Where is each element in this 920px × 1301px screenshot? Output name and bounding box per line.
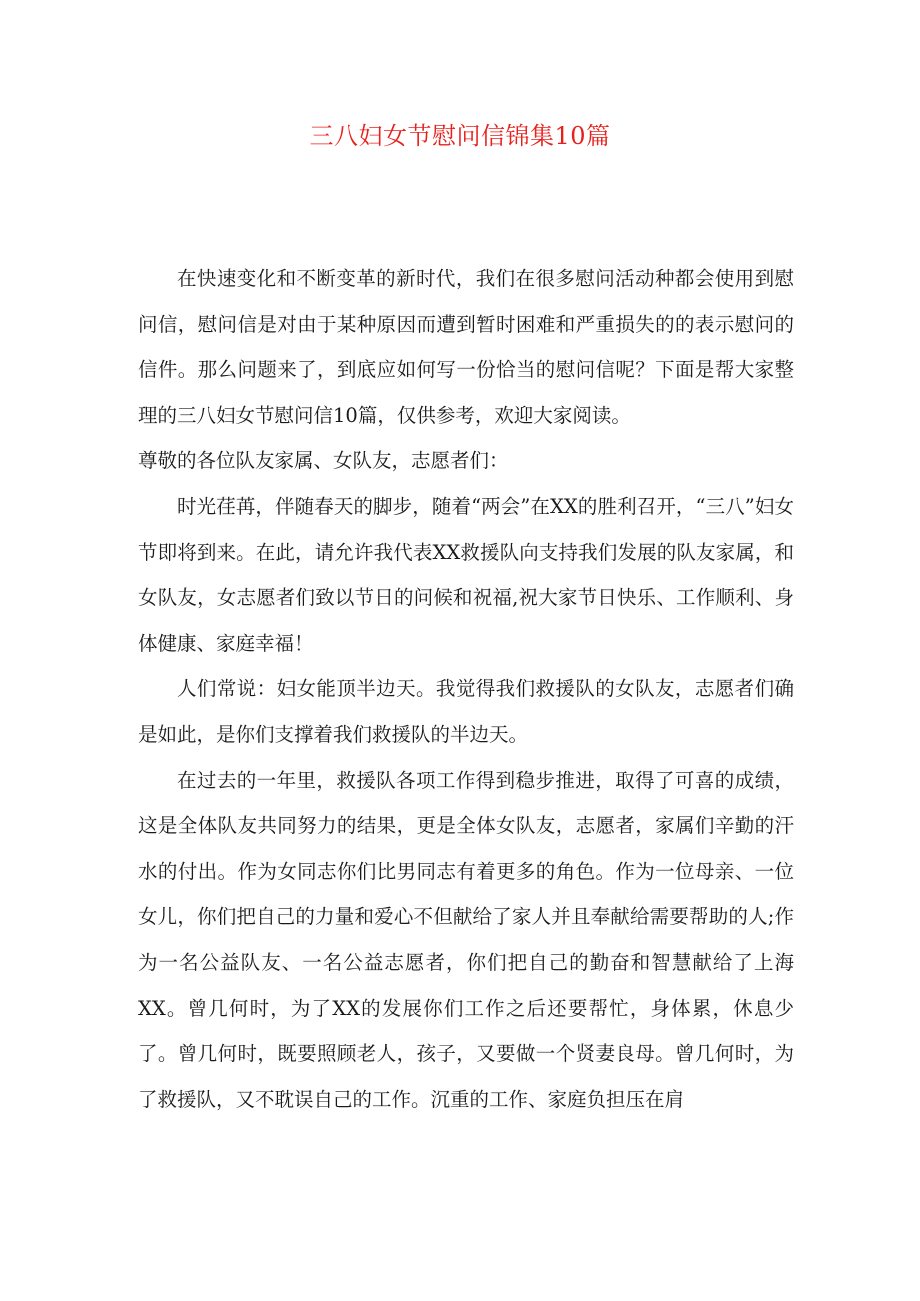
paragraph-half-sky: 人们常说：妇女能顶半边天。我觉得我们救援队的女队友，志愿者们确是如此，是你们支撑着我们救援队的半边天。 — [138, 677, 794, 746]
paragraph-greeting: 时光荏苒，伴随春天的脚步，随着“两会”在XX的胜利召开，“三八”妇女节即将到来。在此，请允许我代表XX救援队向支持我们发展的队友家属，和女队友，女志愿者们致以节日的问候和祝福,祝大家节日快乐、工作顺利、身体健康、家庭幸福！ — [138, 494, 794, 655]
paragraph-intro: 在快速变化和不断变革的新时代，我们在很多慰问活动种都会使用到慰问信，慰问信是对由于某种原因而遭到暂时困难和严重损失的的表示慰问的信件。那么问题来了，到底应如何写一份恰当的慰问信呢？下面是帮大家整理的三八妇女节慰问信10篇，仅供参考，欢迎大家阅读。 — [138, 267, 794, 427]
paragraph-salutation: 尊敬的各位队友家属、女队友，志愿者们： — [138, 449, 509, 473]
document-title: 三八妇女节慰问信锦集10篇 — [309, 122, 611, 150]
paragraph-past-year: 在过去的一年里，救援队各项工作得到稳步推进，取得了可喜的成绩，这是全体队友共同努力的结果，更是全体女队友，志愿者，家属们辛勤的汗水的付出。作为女同志你们比男同志有着更多的角色。作为一位母亲、一位女儿，你们把自己的力量和爱心不但献给了家人并且奉献给需要帮助的人;作为一名公益队友、一名公益志愿者，你们把自己的勤奋和智慧献给了上海XX。曾几何时，为了XX的发展你们工作之后还要帮忙，身体累，休息少了。曾几何时，既要照顾老人，孩子，又要做一个贤妻良母。曾几何时，为了救援队，又不耽误自己的工作。沉重的工作、家庭负担压在肩 — [138, 768, 794, 1111]
document-body — [138, 256, 794, 1122]
